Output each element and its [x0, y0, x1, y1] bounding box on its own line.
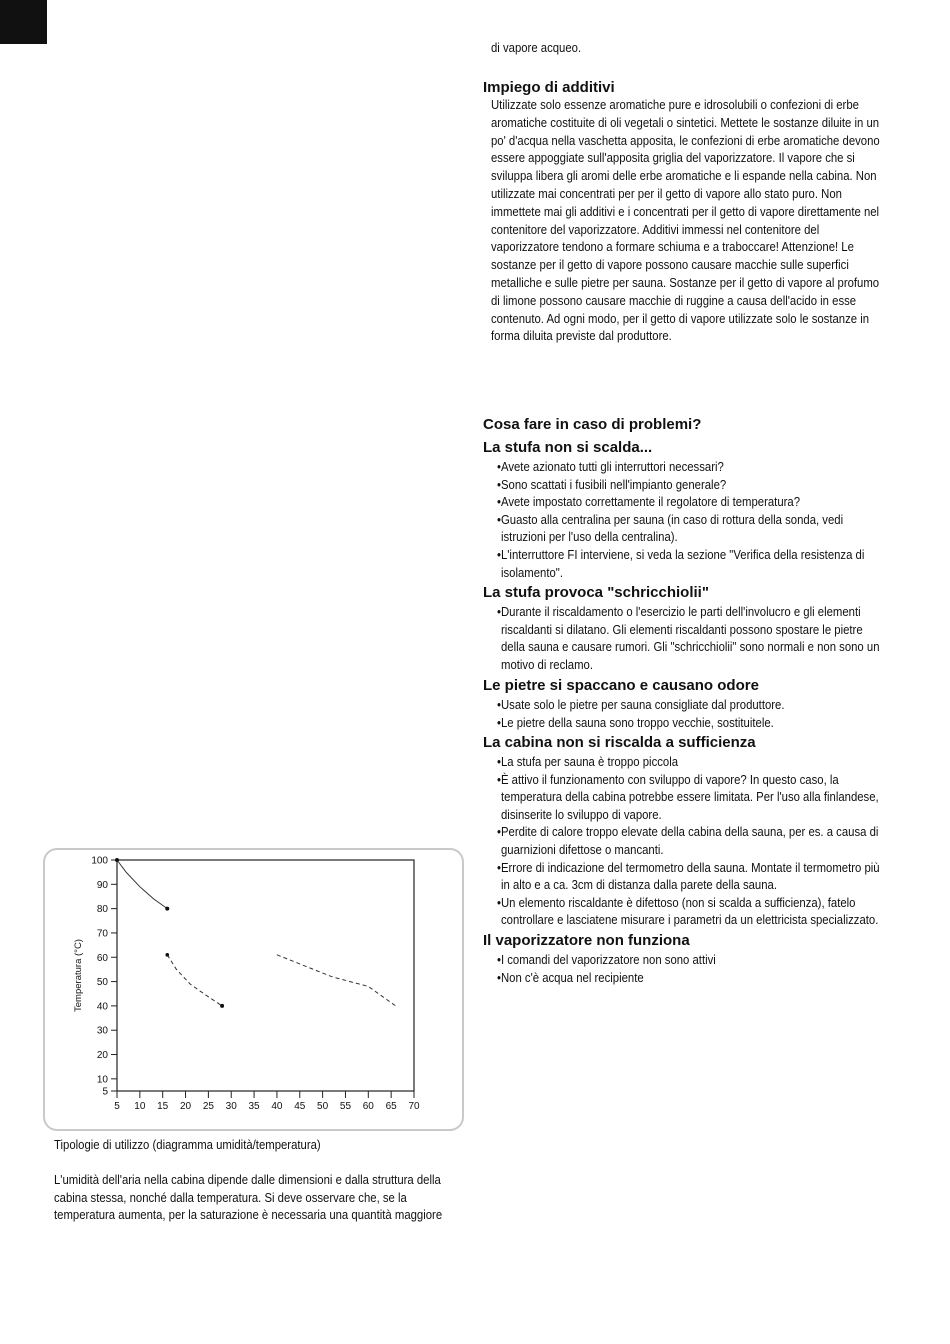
data-point: [115, 858, 119, 862]
data-point: [220, 1004, 224, 1008]
data-series-line: [277, 955, 396, 1006]
page-corner-marker: [0, 0, 47, 44]
humidity-temperature-chart: [43, 848, 464, 1131]
problem-item: •L'interruttore FI interviene, si veda la sezione "Verifica della resistenza di: [497, 548, 865, 562]
plot-area: [117, 860, 414, 1091]
y-tick-label: 80: [96, 904, 108, 916]
additives-line: di limone possono causare macchie di ruggine a causa dell'acido in esse: [491, 293, 857, 308]
data-series-line: [167, 955, 222, 1006]
problem-item-continuation: motivo di reclamo.: [501, 657, 593, 672]
problem-item: •Non c'è acqua nel recipiente: [497, 970, 644, 985]
data-point: [165, 953, 169, 957]
problem-item: •È attivo il funzionamento con sviluppo di vapore? In questo caso, la: [497, 772, 839, 787]
x-tick-label: 40: [271, 1101, 283, 1112]
problem-item-continuation: controllare e lasciatene misurare i parametri da un elettricista specializzato.: [501, 913, 879, 928]
humidity-paragraph-line: L'umidità dell'aria nella cabina dipende dalle dimensioni e dalla struttura della: [54, 1173, 441, 1187]
problem-item: •Errore di indicazione del termometro della sauna. Montate il termometro più: [497, 860, 880, 875]
x-tick-label: 30: [225, 1101, 237, 1112]
y-tick-label: 5: [102, 1086, 108, 1098]
additives-line: essere appoggiate sull'apposita griglia del vaporizzatore. Il vapore che si: [491, 151, 855, 166]
problem-item: •La stufa per sauna è troppo piccola: [497, 755, 679, 769]
problem-item-continuation: isolamento".: [501, 565, 563, 580]
y-axis-label: Temperatura (°C): [73, 939, 84, 1012]
chart-caption: Tipologie di utilizzo (diagramma umidità/temperatura): [54, 1138, 321, 1152]
problem-item-continuation: temperatura della cabina potrebbe essere limitata. Per l'uso alla finlandese,: [501, 790, 879, 805]
x-tick-label: 45: [294, 1101, 306, 1112]
y-tick-label: 90: [96, 879, 108, 891]
humidity-paragraph-line: cabina stessa, nonché dalla temperatura. Si deve osservare che, se la: [54, 1190, 407, 1205]
x-tick-label: 60: [362, 1101, 374, 1112]
problem-title: La stufa non si scalda...: [483, 439, 653, 456]
troubleshooting-heading: Cosa fare in caso di problemi?: [483, 416, 702, 433]
y-tick-label: 70: [96, 928, 108, 940]
x-tick-label: 65: [385, 1101, 397, 1112]
additives-line: forma diluita previste dal produttore.: [491, 329, 672, 344]
additives-line: po' d'acqua nella vaschetta apposita, le confezioni di erbe aromatiche devono: [491, 133, 880, 148]
data-point: [165, 907, 169, 911]
problem-item: •Durante il riscaldamento o l'esercizio le parti dell'involucro e gli elementi: [497, 605, 861, 619]
data-series-line: [117, 860, 167, 909]
x-tick-label: 15: [157, 1101, 169, 1112]
problem-item-continuation: in alto e a ca. 3cm di distanza dalla parete della sauna.: [501, 878, 777, 893]
additives-line: metalliche e sulle pietre per sauna. Sostanze per il getto di vapore al profumo: [491, 276, 880, 290]
y-tick-label: 100: [91, 855, 108, 867]
additives-line: vaporizzatore tendono a formare schiuma e a traboccare! Attenzione! Le: [491, 240, 854, 255]
problem-title: Il vaporizzatore non funziona: [483, 932, 690, 949]
problem-item: •I comandi del vaporizzatore non sono attivi: [497, 953, 716, 967]
problem-item: •Le pietre della sauna sono troppo vecchie, sostituitele.: [497, 715, 774, 730]
problem-item-continuation: disinserite lo sviluppo di vapore.: [501, 807, 662, 822]
y-tick-label: 10: [96, 1074, 108, 1086]
problem-title: La cabina non si riscalda a sufficienza: [483, 734, 756, 751]
problem-item: •Usate solo le pietre per sauna consigliate dal produttore.: [497, 698, 785, 712]
x-tick-label: 35: [248, 1101, 260, 1112]
problem-item: •Avete impostato correttamente il regolatore di temperatura?: [497, 495, 801, 510]
problem-item: •Guasto alla centralina per sauna (in caso di rottura della sonda, vedi: [497, 512, 844, 527]
additives-line: aromatiche costituite di oli vegetali o sintetici. Mettete le sostanze diluite in un: [491, 115, 880, 130]
y-tick-label: 40: [96, 1001, 108, 1013]
y-tick-label: 60: [96, 952, 108, 964]
problem-item: •Avete azionato tutti gli interruttori necessari?: [497, 460, 724, 474]
additives-line: sostanze per il getto di vapore possono causare macchie sulle superfici: [491, 258, 849, 273]
additives-line: sviluppa libera gli aromi delle erbe aromatiche e li espande nella cabina. Non: [491, 169, 877, 184]
problem-item-continuation: riscaldanti si dilatano. Gli elementi riscaldanti possono spostare le pietre: [501, 622, 863, 637]
additives-line: Utilizzate solo essenze aromatiche pure e idrosolubili o confezioni di erbe: [491, 98, 859, 112]
problem-title: Le pietre si spaccano e causano odore: [483, 677, 759, 694]
additives-line: contenuto. Ad ogni modo, per il getto di vapore utilizzate solo le sostanze in: [491, 311, 870, 326]
x-tick-label: 5: [114, 1101, 120, 1112]
x-tick-label: 25: [202, 1101, 214, 1112]
x-tick-label: 50: [317, 1101, 329, 1112]
problem-item-continuation: della sauna e causare rumori. Gli "schricchiolii" sono normali e non sono un: [501, 640, 880, 655]
problem-item-continuation: guarnizioni difettose o mancanti.: [501, 843, 664, 857]
y-tick-label: 20: [96, 1050, 108, 1062]
additives-line: immettete mai gli additivi e i concentrati per il getto di vapore direttamente nel: [491, 204, 880, 219]
humidity-paragraph: [54, 1172, 442, 1225]
problem-item: •Un elemento riscaldante è difettoso (non si scalda a sufficienza), fatelo: [497, 895, 856, 910]
y-tick-label: 30: [96, 1025, 108, 1037]
y-tick-label: 50: [96, 977, 108, 989]
x-tick-label: 10: [134, 1101, 146, 1112]
problem-item: •Sono scattati i fusibili nell'impianto generale?: [497, 477, 727, 492]
humidity-paragraph-line: temperatura aumenta, per la saturazione è necessaria una quantità maggiore: [54, 1208, 443, 1222]
additives-heading: Impiego di additivi: [483, 79, 615, 96]
problem-item: •Perdite di calore troppo elevate della cabina della sauna, per es. a causa di: [497, 825, 879, 840]
additives-line: utilizzate mai concentrati per per il getto di vapore allo stato puro. Non: [491, 187, 842, 201]
x-tick-label: 70: [408, 1101, 420, 1112]
x-tick-label: 55: [339, 1101, 352, 1112]
problem-item-continuation: istruzioni per l'uso della centralina).: [501, 530, 678, 545]
continued-text-fragment: di vapore acqueo.: [491, 41, 582, 55]
additives-line: contenitore del vaporizzatore. Additivi immessi nel contenitore del: [491, 222, 820, 237]
problem-title: La stufa provoca "schricchiolii": [483, 584, 709, 601]
x-tick-label: 20: [179, 1101, 192, 1112]
